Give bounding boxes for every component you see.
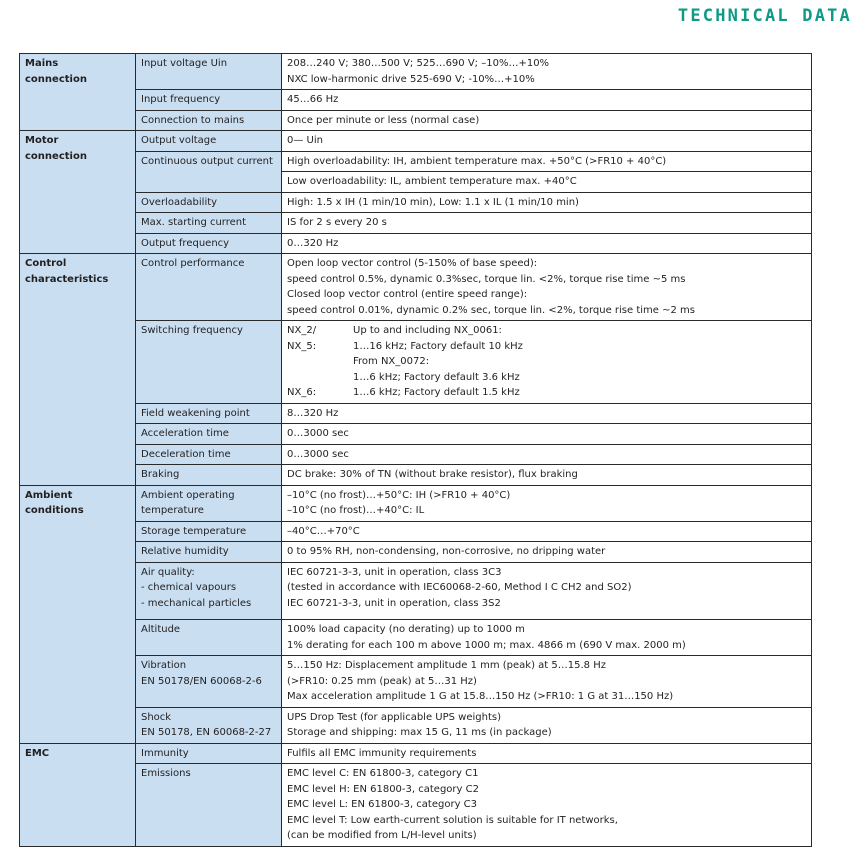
table-row [20,485,812,521]
value-relative-humidity [282,542,812,563]
value-line: 0…320 Hz [287,237,339,249]
param-acceleration-time: Acceleration time [136,424,282,445]
value-line: EMC level H: EN 61800-3, category C2 [287,783,479,795]
value-line: From NX_0072: [353,356,430,367]
param-max-starting-current: Max. starting current [136,213,282,234]
table-row [20,403,812,424]
value-max-starting-current [282,213,812,234]
value-output-voltage [282,131,812,152]
value-line: IEC 60721-3-3, unit in operation, class 3S2 [287,597,501,609]
value-line: (can be modified from L/H-level units) [287,830,477,841]
value-line: High overloadability: IH, ambient temperature max. +50°C (>FR10 + 40°C) [282,152,811,173]
value-line: IEC 60721-3-3, unit in operation, class 3C3 [287,566,502,578]
table-row [20,151,812,192]
value-line: IS for 2 s every 20 s [287,217,387,228]
category-control-characteristics: Control characteristics [20,254,136,486]
table-row [20,521,812,542]
table-row [20,542,812,563]
value-line: (>FR10: 0.25 mm (peak) at 5…31 Hz) [287,675,477,687]
table-row [20,54,812,90]
table-row [20,213,812,234]
param-air-quality: Air quality: - chemical vapours - mechanical particles [136,562,282,620]
value-line: EMC level L: EN 61800-3, category C3 [287,799,478,810]
value-line: 0— Uin [287,135,323,146]
table-row [20,131,812,152]
technical-data-table [19,53,812,847]
table-row [20,321,812,404]
value-line: 100% load capacity (no derating) up to 1000 m [287,624,525,635]
param-control-performance: Control performance [136,254,282,321]
param-output-voltage: Output voltage [136,131,282,152]
table-row [20,90,812,111]
table-row [20,110,812,131]
value-ambient-operating-temperature [282,485,812,521]
page-header-title: TECHNICAL DATA [677,6,852,26]
value-line: Storage and shipping: max 15 G, 11 ms (in package) [287,727,552,738]
value-line: 1% derating for each 100 m above 1000 m; max. 4866 m (690 V max. 2000 m) [287,639,686,651]
category-ambient-conditions: Ambient conditions [20,485,136,743]
value-input-frequency [282,90,812,111]
category-emc: EMC [20,743,136,846]
model-label: NX_5: [287,340,317,352]
value-line: (tested in accordance with IEC60068-2-60, Method I C CH2 and SO2) [287,582,632,593]
category-mains-connection: Mains connection [20,54,136,131]
table-row [20,192,812,213]
value-acceleration-time [282,424,812,445]
value-line: 0 to 95% RH, non-condensing, non-corrosive, no dripping water [287,546,606,557]
value-line: 1…16 kHz; Factory default 10 kHz [353,340,523,352]
value-line: Fulfils all EMC immunity requirements [287,747,477,759]
table-row [20,656,812,708]
value-braking [282,465,812,486]
value-line: 5…150 Hz: Displacement amplitude 1 mm (peak) at 5…15.8 Hz [287,660,606,671]
value-continuous-output-current [282,151,812,192]
param-field-weakening-point: Field weakening point [136,403,282,424]
param-immunity: Immunity [136,743,282,764]
value-storage-temperature [282,521,812,542]
value-line: 1…6 kHz; Factory default 1.5 kHz [353,387,520,398]
value-vibration [282,656,812,708]
value-line: speed control 0.01%, dynamic 0.2% sec, torque lin. <2%, torque rise time ~2 ms [287,304,695,316]
value-line: Open loop vector control (5-150% of base speed): [287,258,538,269]
table-row [20,707,812,743]
value-line: 0…3000 sec [287,448,349,460]
param-input-frequency: Input frequency [136,90,282,111]
param-vibration: Vibration EN 50178/EN 60068-2-6 [136,656,282,708]
value-line: Low overloadability: IL, ambient temperature max. +40°C [287,176,577,187]
param-altitude: Altitude [136,620,282,656]
value-line: –40°C…+70°C [287,525,360,537]
value-line: 208…240 V; 380…500 V; 525…690 V; –10%…+10% [287,58,550,69]
value-input-voltage [282,54,812,90]
value-control-performance [282,254,812,321]
value-line: Max acceleration amplitude 1 G at 15.8…150 Hz (>FR10: 1 G at 31…150 Hz) [287,691,674,702]
table-row [20,424,812,445]
value-line: High: 1.5 x IH (1 min/10 min), Low: 1.1 x IL (1 min/10 min) [287,196,579,208]
value-line: UPS Drop Test (for applicable UPS weights) [287,711,501,723]
param-output-frequency: Output frequency [136,233,282,254]
param-shock: Shock EN 50178, EN 60068-2-27 [136,707,282,743]
value-connection-to-mains [282,110,812,131]
param-relative-humidity: Relative humidity [136,542,282,563]
value-line: EMC level C: EN 61800-3, category C1 [287,768,479,779]
value-line: speed control 0.5%, dynamic 0.3%sec, torque lin. <2%, torque rise time ~5 ms [287,273,686,285]
value-line: 0…3000 sec [287,428,349,439]
value-switching-frequency [282,321,812,404]
value-line: 45…66 Hz [287,94,339,105]
value-output-frequency [282,233,812,254]
value-shock [282,707,812,743]
value-altitude [282,620,812,656]
table-row [20,233,812,254]
table-row [20,465,812,486]
param-continuous-output-current: Continuous output current [136,151,282,192]
table-row [20,254,812,321]
table-row [20,444,812,465]
value-line: Once per minute or less (normal case) [287,114,480,126]
param-input-voltage: Input voltage Uin [136,54,282,90]
param-overloadability: Overloadability [136,192,282,213]
value-line: 8…320 Hz [287,407,339,419]
param-storage-temperature: Storage temperature [136,521,282,542]
value-line: 1…6 kHz; Factory default 3.6 kHz [353,371,520,383]
table-row [20,743,812,764]
value-line: DC brake: 30% of TN (without brake resistor), flux braking [287,469,578,480]
table-row [20,562,812,620]
value-air-quality [282,562,812,620]
param-braking: Braking [136,465,282,486]
value-line: –10°C (no frost)…+40°C: IL [287,505,425,516]
value-line: –10°C (no frost)…+50°C: IH (>FR10 + 40°C) [287,489,511,501]
value-line: Closed loop vector control (entire speed range): [287,289,528,300]
param-switching-frequency: Switching frequency [136,321,282,404]
value-line: NXC low-harmonic drive 525-690 V; -10%…+10% [287,73,535,85]
value-deceleration-time [282,444,812,465]
param-ambient-operating-temperature: Ambient operating temperature [136,485,282,521]
category-motor-connection: Motor connection [20,131,136,254]
value-line: EMC level T: Low earth-current solution is suitable for IT networks, [287,814,618,826]
table-row [20,764,812,847]
table-row [20,620,812,656]
value-emissions [282,764,812,847]
param-connection-to-mains: Connection to mains [136,110,282,131]
param-deceleration-time: Deceleration time [136,444,282,465]
param-emissions: Emissions [136,764,282,847]
value-line: Up to and including NX_0061: [353,325,502,336]
value-immunity [282,743,812,764]
model-label: NX_2/ [287,325,317,336]
value-field-weakening-point [282,403,812,424]
model-label: NX_6: [287,387,317,398]
value-overloadability [282,192,812,213]
